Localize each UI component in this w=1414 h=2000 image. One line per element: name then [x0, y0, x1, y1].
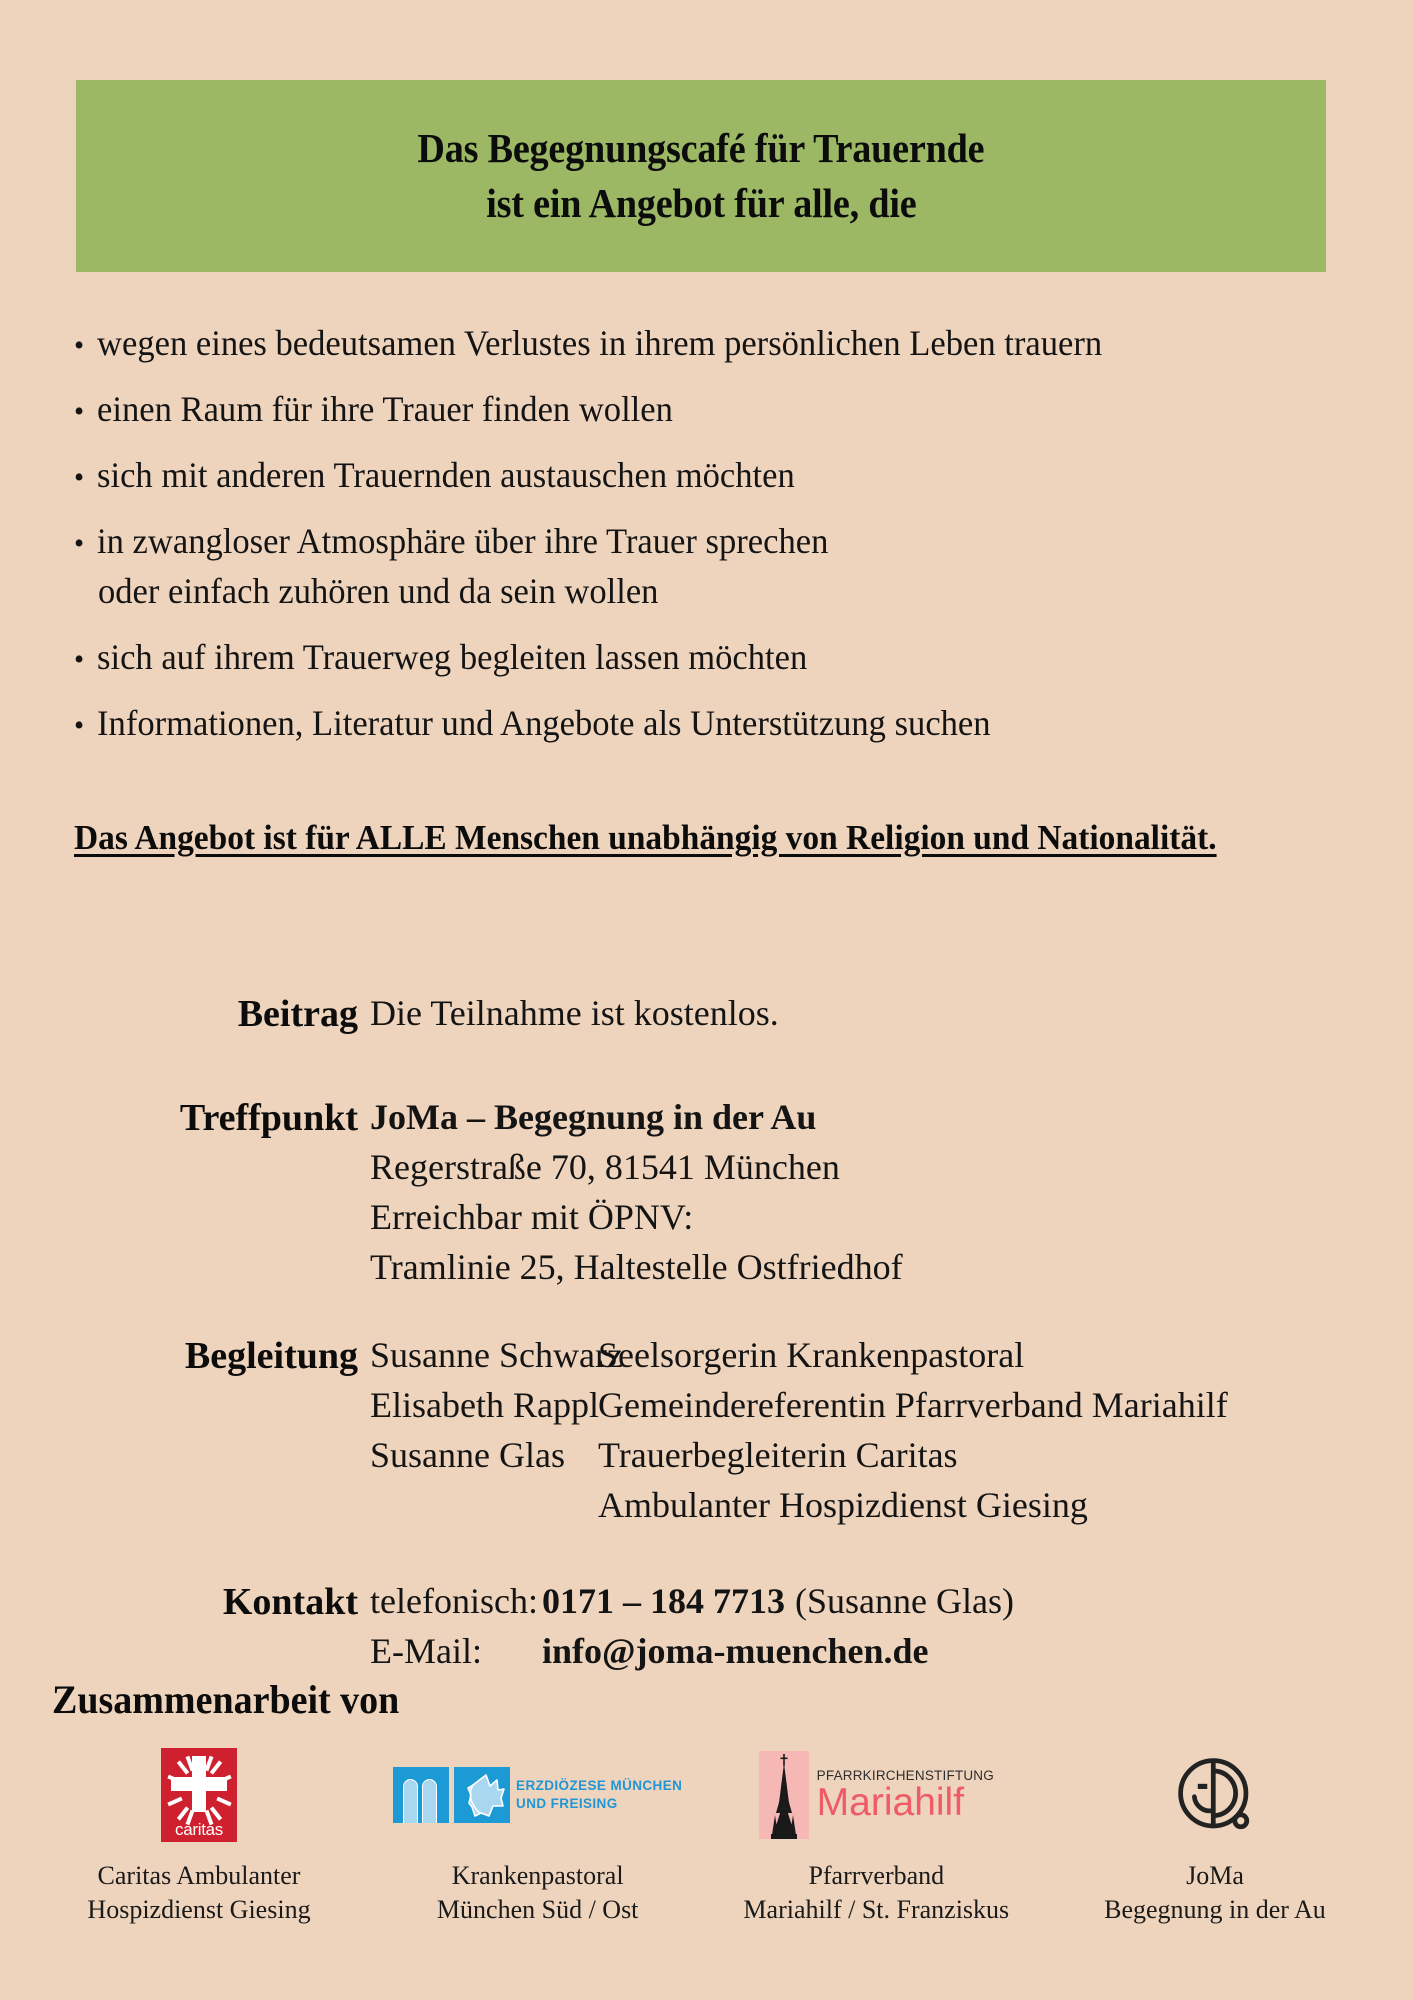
partner-joma	[1046, 1745, 1384, 1928]
begleitung-person-name: Susanne Schwarz	[370, 1335, 623, 1375]
joma-logo-box	[1172, 1745, 1258, 1845]
kontakt-email-row	[370, 1633, 1414, 1669]
treffpunkt-venue: JoMa – Begegnung in der Au	[370, 1097, 817, 1137]
list-item-label: Informationen, Literatur und Angebote als Unterstützung suchen	[97, 703, 991, 743]
bullet-dot-icon: •	[74, 461, 85, 494]
begleitung-person-name: Susanne Glas	[370, 1435, 565, 1475]
partner-caption-line2: Mariahilf / St. Franziskus	[743, 1895, 1010, 1925]
info-row-beitrag	[0, 995, 1414, 1045]
treffpunkt-transit-label: Erreichbar mit ÖPNV:	[370, 1197, 694, 1237]
partner-caption-line1: Caritas Ambulanter	[97, 1861, 301, 1890]
bullet-dot-icon: •	[74, 709, 85, 742]
info-value-beitrag	[370, 995, 1414, 1045]
treffpunkt-transit-line: Tramlinie 25, Haltestelle Ostfriedhof	[370, 1247, 903, 1287]
spacer	[0, 1045, 1414, 1099]
list-item-label: sich mit anderen Trauernden austauschen möchten	[97, 455, 795, 495]
partners-section-title: Zusammenarbeit von	[52, 1677, 400, 1722]
partner-caption-line1: Pfarrverband	[808, 1861, 945, 1890]
partners-row	[30, 1745, 1384, 1928]
erzdioezese-logo	[393, 1767, 682, 1823]
info-row-kontakt	[0, 1583, 1414, 1683]
list-item	[74, 391, 1293, 427]
kontakt-phone-number[interactable]: 0171 – 184 7713	[542, 1581, 785, 1621]
spacer	[0, 1299, 1414, 1337]
bullet-dot-icon: •	[74, 527, 85, 560]
begleitung-person	[370, 1487, 1414, 1523]
erzdioezese-wordmark	[516, 1777, 682, 1813]
list-item-continuation: oder einfach zuhören und da sein wollen	[98, 571, 659, 611]
kontakt-email-address[interactable]: info@joma-muenchen.de	[542, 1631, 929, 1671]
info-block	[0, 995, 1414, 1683]
list-item	[74, 639, 1293, 675]
erzdioezese-tiles	[393, 1767, 510, 1823]
list-item	[74, 523, 1293, 559]
partner-caption	[743, 1859, 1009, 1928]
begleitung-person	[370, 1337, 1414, 1373]
bullet-dot-icon: •	[74, 643, 85, 676]
mariahilf-logo	[759, 1751, 994, 1839]
bullet-list	[74, 325, 1344, 771]
list-item	[74, 705, 1293, 741]
list-item-label: sich auf ihrem Trauerweg begleiten lassen möchten	[97, 637, 808, 677]
info-label-beitrag: Beitrag	[237, 993, 358, 1035]
partner-caption-line2: München Süd / Ost	[436, 1895, 639, 1925]
kontakt-phone-row	[370, 1583, 1414, 1619]
emphasis-statement: Das Angebot ist für ALLE Menschen unabhängig von Religion und Nationalität.	[74, 818, 1217, 857]
info-label-begleitung: Begleitung	[184, 1335, 358, 1377]
bullet-dot-icon: •	[74, 395, 85, 428]
begleitung-person	[370, 1437, 1414, 1473]
mariahilf-logo-box	[759, 1745, 994, 1845]
erzdioezese-wordmark-line2: UND FREISING	[516, 1796, 618, 1811]
bullet-dot-icon: •	[74, 329, 85, 362]
partner-caption-line1: JoMa	[1186, 1861, 1244, 1890]
erzdioezese-wordmark-line1: ERZDIÖZESE MÜNCHEN	[516, 1777, 683, 1793]
list-item-label: wegen eines bedeutsamen Verlustes in ihrem persönlichen Leben trauern	[97, 323, 1103, 363]
header-banner	[76, 80, 1326, 272]
frauenkirche-towers-icon	[393, 1767, 449, 1823]
list-item	[74, 325, 1293, 361]
info-row-begleitung	[0, 1337, 1414, 1537]
info-value-begleitung	[370, 1337, 1414, 1537]
madonna-head-icon	[454, 1767, 510, 1823]
header-title-line1: Das Begegnungscafé für Trauernde	[417, 124, 985, 171]
caritas-cross-horizontal	[171, 1777, 227, 1791]
kontakt-email-label: E-Mail:	[370, 1631, 482, 1671]
spacer	[0, 1537, 1414, 1583]
partner-caption-line1: Krankenpastoral	[451, 1861, 624, 1890]
partner-caritas	[30, 1745, 368, 1928]
partner-caption	[1104, 1859, 1326, 1928]
joma-logo	[1172, 1752, 1258, 1838]
mariahilf-wordmark-big: Mariahilf	[816, 1781, 965, 1825]
caritas-logo	[161, 1748, 237, 1842]
info-value-kontakt	[370, 1583, 1414, 1683]
partner-caption	[437, 1859, 639, 1928]
list-item-label: in zwangloser Atmosphäre über ihre Trauer sprechen	[97, 521, 829, 561]
kontakt-phone-person: (Susanne Glas)	[795, 1581, 1014, 1621]
beitrag-text: Die Teilnahme ist kostenlos.	[370, 993, 779, 1033]
begleitung-person-role: Gemeindereferentin Pfarrverband Mariahilf	[598, 1385, 1228, 1425]
header-title-line2: ist ein Angebot für alle, die	[485, 180, 917, 226]
treffpunkt-address: Regerstraße 70, 81541 München	[370, 1147, 840, 1187]
partner-mariahilf	[707, 1745, 1045, 1928]
caritas-logo-box	[161, 1745, 237, 1845]
partner-caption-line2: Begegnung in der Au	[1104, 1895, 1326, 1925]
list-item	[74, 457, 1293, 493]
info-label-treffpunkt: Treffpunkt	[179, 1097, 358, 1139]
mariahilf-wordmark-small: PFARRKIRCHENSTIFTUNG	[816, 1768, 994, 1784]
partner-caption	[87, 1859, 310, 1928]
begleitung-person-role: Ambulanter Hospizdienst Giesing	[598, 1485, 1088, 1525]
begleitung-person-name: Elisabeth Rappl	[370, 1385, 599, 1425]
info-value-treffpunkt	[370, 1099, 1414, 1299]
partner-krankenpastoral	[369, 1745, 707, 1928]
mariahilf-wordmark	[816, 1768, 994, 1825]
begleitung-person-role: Trauerbegleiterin Caritas	[598, 1435, 958, 1475]
info-row-treffpunkt	[0, 1099, 1414, 1299]
partner-caption-line2: Hospizdienst Giesing	[87, 1895, 311, 1925]
kontakt-phone-label: telefonisch:	[370, 1581, 538, 1621]
begleitung-person	[370, 1387, 1414, 1423]
church-spire-icon	[759, 1751, 809, 1839]
list-item-label: einen Raum für ihre Trauer finden wollen	[97, 389, 673, 429]
erzdioezese-logo-box	[393, 1745, 682, 1845]
info-label-kontakt: Kontakt	[222, 1581, 358, 1623]
begleitung-person-role: Seelsorgerin Krankenpastoral	[598, 1335, 1025, 1375]
caritas-wordmark: caritas	[175, 1820, 223, 1839]
